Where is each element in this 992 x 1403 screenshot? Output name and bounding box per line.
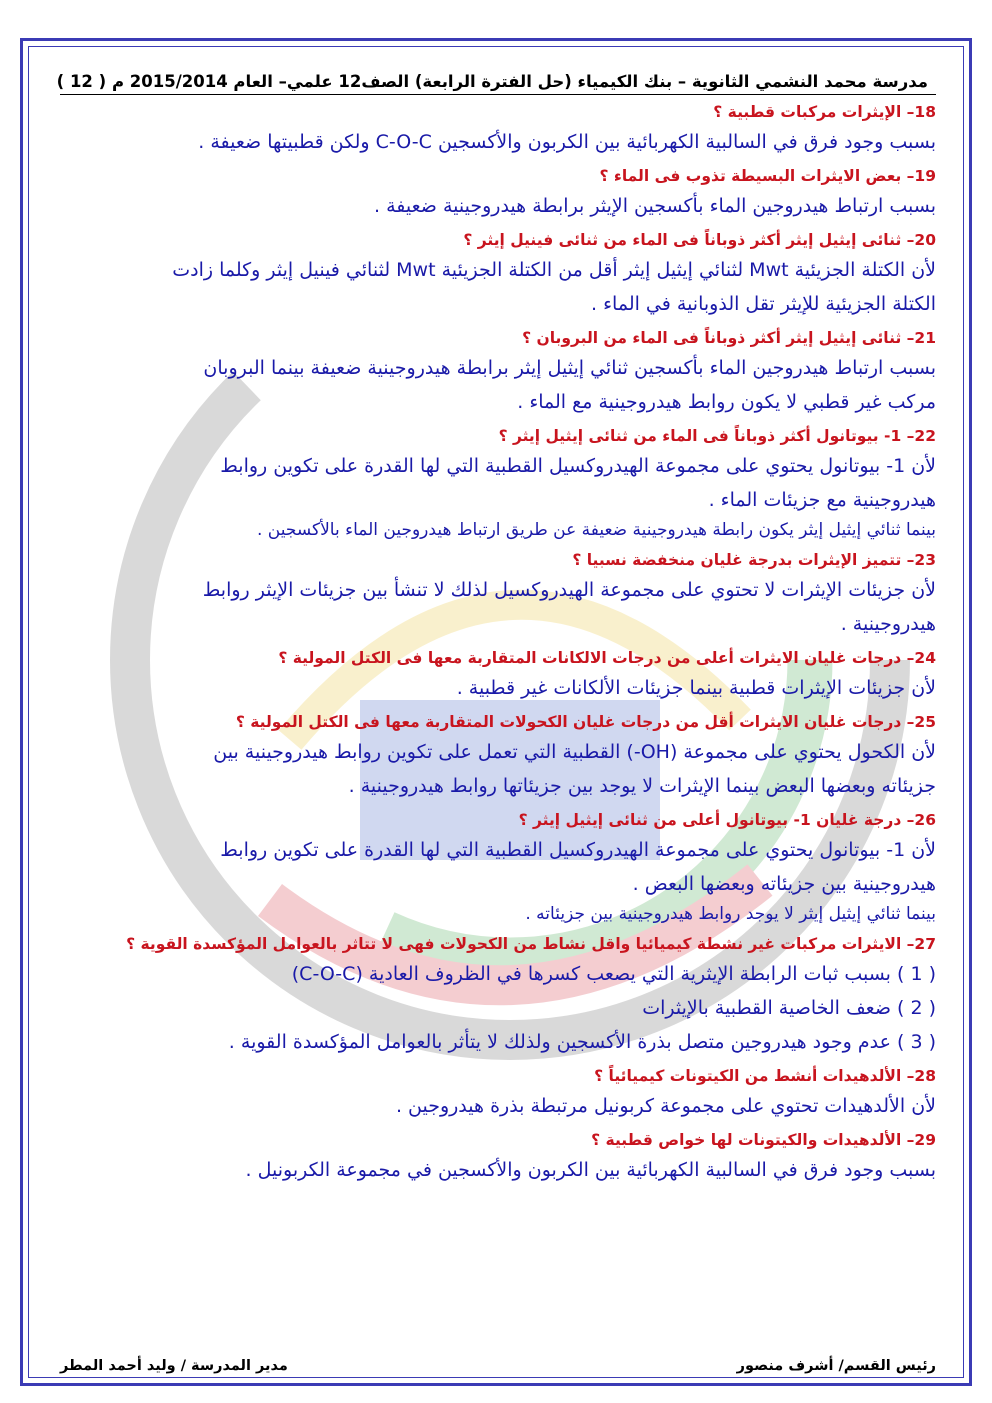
answer-line: ( 3 ) عدم وجود هيدروجين متصل بذرة الأكسجين ولذلك لا يتأثر بالعوامل المؤكسدة القوية . — [228, 1031, 936, 1053]
answer-line: بسبب ارتباط هيدروجين الماء بأكسجين الإيثر برابطة هيدروجينية ضعيفة . — [374, 195, 936, 217]
answer-line: هيدروجينية . — [840, 613, 936, 635]
answer-line: بينما ثنائي إيثيل إيثر لا يوجد روابط هيدروجينية بين جزيئاته . — [525, 904, 936, 924]
principal-signature: مدير المدرسة / وليد أحمد المطر — [60, 1358, 288, 1374]
question-heading: 29– الألدهيدات والكيتونات لها خواص قطبية ؟ — [591, 1131, 936, 1149]
question-heading: 21– ثنائى إيثيل إيثر أكثر ذوباناً فى الماء من البروبان ؟ — [522, 329, 936, 347]
question-heading: 20– ثنائى إيثيل إيثر أكثر ذوباناً فى الماء من ثنائى فينيل إيثر ؟ — [463, 231, 936, 249]
question-heading: 27– الايثرات مركبات غير نشطة كيميائيا واقل نشاط من الكحولات فهى لا تتاثر بالعوامل المؤكسدة القوية ؟ — [126, 935, 936, 953]
answer-line: لأن جزيئات الإيثرات قطبية بينما جزيئات الألكانات غير قطبية . — [456, 677, 936, 699]
answer-line: لأن 1- بيوتانول يحتوي على مجموعة الهيدروكسيل القطبية التي لها القدرة على تكوين روابط — [220, 455, 936, 477]
answer-line: الكتلة الجزيئية للإيثر تقل الذوبانية في الماء . — [591, 293, 936, 315]
answer-line: مركب غير قطبي لا يكون روابط هيدروجينية مع الماء . — [517, 391, 936, 413]
question-heading: 24– درجات غليان الايثرات أعلى من درجات الالكانات المتقاربة معها فى الكتل المولية ؟ — [278, 649, 936, 667]
question-heading: 22– 1- بيوتانول أكثر ذوباناً فى الماء من ثنائى إيثيل إيثر ؟ — [498, 427, 936, 445]
department-head-signature: رئيس القسم/ أشرف منصور — [736, 1358, 936, 1374]
question-heading: 26– درجة غليان 1- بيوتانول أعلى من ثنائى إيثيل إيثر ؟ — [518, 811, 936, 829]
answer-line: ( 1 ) بسبب ثبات الرابطة الإيثرية التي يصعب كسرها في الظروف العادية (C-O-C) — [291, 963, 936, 985]
answer-line: بسبب وجود فرق في السالبية الكهربائية بين الكربون والأكسجين في مجموعة الكربونيل . — [245, 1159, 936, 1181]
answer-line: بسبب وجود فرق في السالبية الكهربائية بين الكربون والأكسجين C-O-C ولكن قطبيتها ضعيفة . — [198, 131, 936, 153]
question-list — [60, 99, 936, 1187]
answer-line: ( 2 ) ضعف الخاصية القطبية بالإيثرات — [642, 997, 936, 1019]
question-heading: 25– درجات غليان الايثرات أقل من درجات غليان الكحولات المتقاربة معها فى الكتل المولية ؟ — [235, 713, 936, 731]
answer-line: لأن جزيئات الإيثرات لا تحتوي على مجموعة الهيدروكسيل لذلك لا تنشأ بين جزيئات الإيثر روابط — [202, 579, 936, 601]
answer-line: لأن الألدهيدات تحتوي على مجموعة كربونيل مرتبطة بذرة هيدروجين . — [395, 1095, 936, 1117]
answer-line: بسبب ارتباط هيدروجين الماء بأكسجين ثنائي إيثيل إيثر برابطة هيدروجينية ضعيفة بينما البروبان — [203, 357, 936, 379]
answer-line: لأن 1- بيوتانول يحتوي على مجموعة الهيدروكسيل القطبية التي لها القدرة على تكوين روابط — [220, 839, 936, 861]
answer-line: جزيئاته وبعضها البعض بينما الإيثرات لا يوجد بين جزيئاتها روابط هيدروجينية . — [348, 775, 936, 797]
question-heading: 23– تتميز الإيثرات بدرجة غليان منخفضة نسبيا ؟ — [572, 551, 936, 569]
question-heading: 19– بعض الايثرات البسيطة تذوب فى الماء ؟ — [599, 167, 936, 185]
question-heading: 18– الإيثرات مركبات قطبية ؟ — [713, 103, 936, 121]
question-heading: 28– الألدهيدات أنشط من الكيتونات كيميائياً ؟ — [594, 1067, 936, 1085]
page-footer — [60, 1358, 936, 1374]
document-body — [56, 72, 936, 1187]
page-header: مدرسة محمد النشمي الثانوية – بنك الكيمياء (حل الفترة الرابعة) الصف12 علمي– العام 2015/2014 م ( 12 ) — [60, 72, 936, 95]
answer-line: لأن الكتلة الجزيئية Mwt لثنائي إيثيل إيثر أقل من الكتلة الجزيئية Mwt لثنائي فينيل إيثر وكلما زادت — [172, 259, 936, 281]
answer-line: بينما ثنائي إيثيل إيثر يكون رابطة هيدروجينية ضعيفة عن طريق ارتباط هيدروجين الماء بالأكسجين . — [256, 520, 936, 540]
answer-line: هيدروجينية مع جزيئات الماء . — [708, 489, 936, 511]
answer-line: لأن الكحول يحتوي على مجموعة (OH-) القطبية التي تعمل على تكوين روابط هيدروجينية بين — [213, 741, 936, 763]
answer-line: هيدروجينية بين جزيئاته وبعضها البعض . — [632, 873, 936, 895]
